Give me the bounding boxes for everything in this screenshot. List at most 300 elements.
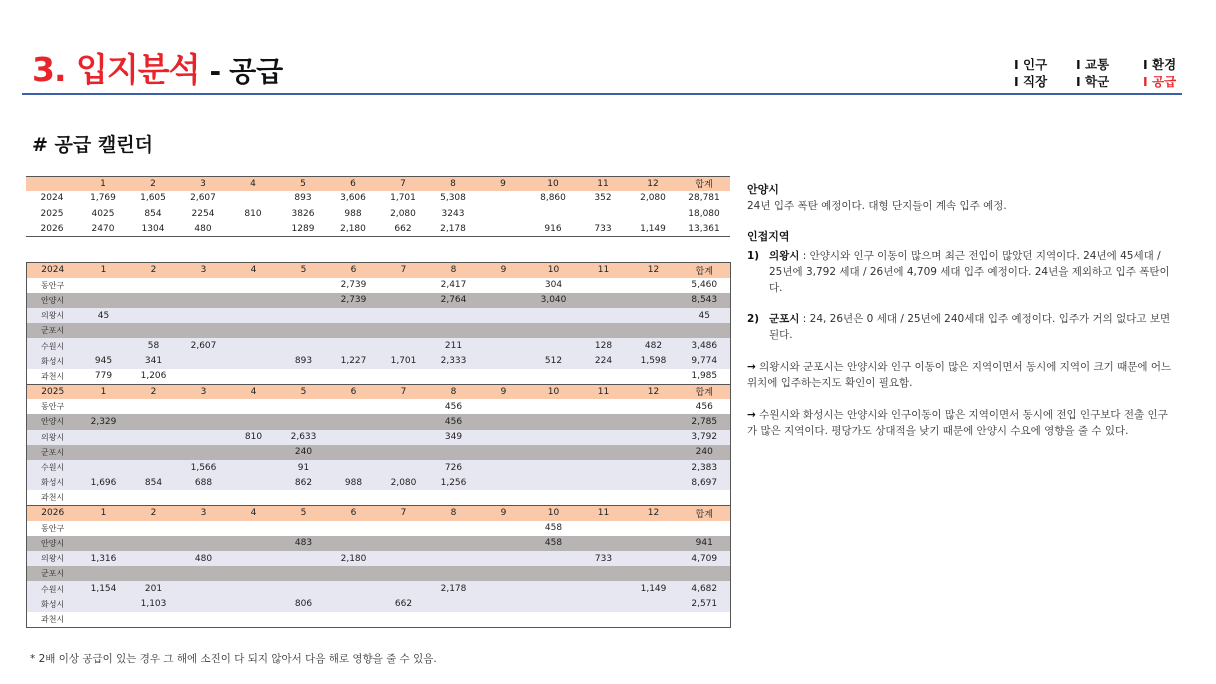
detail-table (26, 262, 731, 628)
table-cell (629, 597, 679, 612)
region-label: 화성시 (27, 354, 79, 369)
table-cell: 1,206 (129, 369, 179, 384)
table-cell (329, 323, 379, 338)
table-cell: 3243 (441, 208, 465, 219)
table-cell (329, 338, 379, 353)
table-row (27, 612, 731, 627)
table-cell: 2,607 (179, 338, 229, 353)
header-cell: 11 (578, 177, 628, 191)
table-cell (379, 399, 429, 414)
table-cell (629, 414, 679, 429)
table-cell (478, 221, 528, 236)
header-cell: 7 (378, 177, 428, 191)
table-cell: 854 (144, 208, 162, 219)
table-cell: 2,633 (279, 430, 329, 445)
table-cell (529, 430, 579, 445)
table-cell: 726 (429, 460, 479, 475)
table-cell: 1,769 (90, 193, 116, 204)
table-cell: 810 (229, 430, 279, 445)
table-cell (629, 490, 679, 505)
footnote: * 2배 이상 공급이 있는 경우 그 해에 소진이 다 되지 않아서 다음 해로 영향을 줄 수 있음. (30, 653, 437, 665)
table-cell: 2,739 (329, 293, 379, 308)
table-cell: 1,316 (79, 551, 129, 566)
table-cell (179, 566, 229, 581)
adjacent-item-uiwang (747, 248, 1173, 296)
table-cell (229, 369, 279, 384)
nav-item-jobs[interactable]: I 직장 (1014, 74, 1048, 89)
table-cell (279, 338, 329, 353)
table-cell (629, 536, 679, 551)
nav-column-1 (1014, 56, 1047, 90)
table-cell (129, 414, 179, 429)
table-row (27, 430, 731, 445)
header-cell: 9 (478, 177, 528, 191)
table-cell: 8,543 (679, 293, 731, 308)
adjacent-title: 인접지역 (747, 230, 790, 243)
table-cell: 201 (129, 581, 179, 596)
anyang-title: 안양시 (747, 183, 779, 196)
nav-item-school[interactable]: I 학군 (1076, 74, 1110, 89)
table-row (27, 414, 731, 429)
header-cell: 5 (279, 263, 329, 278)
table-cell (379, 369, 429, 384)
table-cell (129, 445, 179, 460)
table-cell (429, 536, 479, 551)
table-cell (578, 206, 628, 221)
region-label: 의왕시 (27, 430, 79, 445)
adjacent-block (747, 229, 1173, 439)
header-cell: 4 (229, 506, 279, 521)
table-cell (479, 475, 529, 490)
table-cell: 1,149 (640, 223, 666, 234)
region-label: 수원시 (27, 581, 79, 596)
nav-item-supply[interactable]: I 공급 (1143, 74, 1177, 89)
header-cell: 8 (429, 263, 479, 278)
table-cell (279, 323, 329, 338)
table-row (27, 566, 731, 581)
section-title: # 공급 캘린더 (32, 134, 153, 156)
table-cell (329, 308, 379, 323)
table-cell (579, 597, 629, 612)
table-cell (229, 475, 279, 490)
note-text: 수원시와 화성시는 안양시와 인구이동이 많은 지역이면서 동시에 전입 인구보다 전출 인구가 많은 지역이다. 평당가도 상대적을 낮기 때문에 안양시 수요에 영향을 줄 수 있다. (747, 409, 1168, 437)
table-cell: 1,701 (379, 354, 429, 369)
table-cell (429, 566, 479, 581)
table-cell: 893 (279, 354, 329, 369)
table-cell (579, 460, 629, 475)
table-cell (379, 566, 429, 581)
table-row (27, 581, 731, 596)
table-row (27, 323, 731, 338)
table-cell: 5,460 (679, 278, 731, 293)
header-cell: 4 (229, 263, 279, 278)
table-cell (279, 308, 329, 323)
header-cell: 10 (529, 263, 579, 278)
table-cell (129, 430, 179, 445)
table-cell: 91 (279, 460, 329, 475)
table-cell (79, 490, 129, 505)
table-cell: 2,178 (429, 581, 479, 596)
header-cell: 5 (279, 384, 329, 399)
table-cell: 2,180 (340, 223, 366, 234)
table-cell (579, 278, 629, 293)
table-cell: 45 (679, 308, 731, 323)
table-cell (529, 475, 579, 490)
table-cell (679, 566, 731, 581)
table-cell (329, 445, 379, 460)
table-cell (228, 191, 278, 206)
table-cell: 240 (279, 445, 329, 460)
table-cell (379, 338, 429, 353)
table-cell: 988 (329, 475, 379, 490)
region-label: 안양시 (27, 414, 79, 429)
table-cell (479, 566, 529, 581)
title-sub: 공급 (229, 55, 284, 88)
header-cell: 1 (79, 384, 129, 399)
table-cell (129, 399, 179, 414)
table-cell (179, 414, 229, 429)
table-cell: 349 (429, 430, 479, 445)
summary-table (26, 176, 730, 237)
table-cell (279, 566, 329, 581)
table-cell: 1304 (141, 223, 165, 234)
table-cell (529, 308, 579, 323)
table-cell: 483 (279, 536, 329, 551)
header-cell: 11 (579, 506, 629, 521)
table-row (27, 490, 731, 505)
header-cell: 5 (278, 177, 328, 191)
table-cell (229, 597, 279, 612)
header-cell: 6 (328, 177, 378, 191)
table-cell: 2026 (40, 223, 64, 234)
header-cell: 9 (479, 384, 529, 399)
table-cell: 3,606 (340, 193, 366, 204)
table-cell: 13,361 (688, 223, 720, 234)
table-cell: 2025 (40, 208, 64, 219)
table-cell: 4,709 (679, 551, 731, 566)
table-cell: 1,154 (79, 581, 129, 596)
table-cell: 4,682 (679, 581, 731, 596)
region-label: 동안구 (27, 521, 79, 536)
summary-row (26, 221, 730, 236)
table-cell (129, 551, 179, 566)
table-cell: 854 (129, 475, 179, 490)
header-cell: 9 (479, 506, 529, 521)
table-cell: 916 (544, 223, 562, 234)
table-cell (529, 338, 579, 353)
table-cell (379, 293, 429, 308)
table-cell (179, 445, 229, 460)
table-cell (629, 612, 679, 627)
table-cell (429, 612, 479, 627)
item-number: 2) (747, 313, 760, 325)
table-cell: 2,080 (640, 193, 666, 204)
table-cell: 1,149 (629, 581, 679, 596)
table-row (27, 338, 731, 353)
header-cell: 2 (129, 384, 179, 399)
table-cell (679, 490, 731, 505)
header-cell: 8 (429, 384, 479, 399)
table-cell (429, 323, 479, 338)
table-cell (679, 323, 731, 338)
table-cell (329, 414, 379, 429)
table-cell: 1,566 (179, 460, 229, 475)
nav-item-environment[interactable]: I 환경 (1143, 57, 1177, 72)
table-cell: 2024 (40, 193, 64, 204)
table-cell (329, 612, 379, 627)
anyang-block (747, 182, 1173, 214)
table-cell (329, 399, 379, 414)
table-row (27, 308, 731, 323)
table-cell: 810 (244, 208, 262, 219)
table-cell (79, 612, 129, 627)
table-row (27, 551, 731, 566)
note-1 (747, 359, 1173, 391)
table-cell (129, 566, 179, 581)
table-cell (129, 521, 179, 536)
region-label: 화성시 (27, 475, 79, 490)
table-cell (179, 536, 229, 551)
table-cell (579, 581, 629, 596)
table-cell: 1,605 (140, 193, 166, 204)
table-cell: 1,598 (629, 354, 679, 369)
nav-item-transport[interactable]: I 교통 (1076, 57, 1110, 72)
header-cell: 2 (128, 177, 178, 191)
table-cell: 512 (529, 354, 579, 369)
nav-item-population[interactable]: I 인구 (1014, 57, 1048, 72)
table-cell (529, 612, 579, 627)
table-cell: 4025 (91, 208, 115, 219)
year-header-row (27, 384, 731, 399)
header-divider (22, 93, 1182, 95)
table-cell (129, 536, 179, 551)
table-cell (379, 278, 429, 293)
summary-header-row (26, 177, 730, 191)
table-cell (279, 581, 329, 596)
table-cell (179, 430, 229, 445)
table-cell (429, 308, 479, 323)
header-cell: 7 (379, 506, 429, 521)
table-cell (179, 278, 229, 293)
header-cell: 합계 (679, 384, 731, 399)
table-row (27, 521, 731, 536)
table-cell (179, 597, 229, 612)
table-cell (179, 399, 229, 414)
table-cell: 3,792 (679, 430, 731, 445)
table-row (27, 475, 731, 490)
header-cell: 9 (479, 263, 529, 278)
header-cell: 12 (629, 384, 679, 399)
header-cell: 2026 (27, 506, 79, 521)
header-cell: 3 (178, 177, 228, 191)
table-cell: 2,764 (429, 293, 479, 308)
table-cell: 2,080 (379, 475, 429, 490)
item-text: : 24, 26년은 0 세대 / 25년에 240세대 입주 예정이다. 입주가 거의 없다고 보면 된다. (769, 313, 1171, 341)
table-cell: 2,329 (79, 414, 129, 429)
header-cell: 7 (379, 384, 429, 399)
table-cell: 480 (179, 551, 229, 566)
header-cell: 2 (129, 506, 179, 521)
table-cell (579, 490, 629, 505)
table-row (27, 369, 731, 384)
table-cell (429, 521, 479, 536)
table-cell (579, 612, 629, 627)
table-cell (579, 399, 629, 414)
table-cell: 5,308 (440, 193, 466, 204)
table-cell (479, 551, 529, 566)
header-cell: 2025 (27, 384, 79, 399)
table-cell (229, 521, 279, 536)
table-cell (229, 308, 279, 323)
item-text: : 안양시와 인구 이동이 많으며 최근 전입이 많았던 지역이다. 24년에 45세대 / 25년에 3,792 세대 / 26년에 4,709 세대 입주 예정이다. 24년을 제외하고 입주 폭탄이다. (769, 250, 1170, 294)
table-cell (179, 521, 229, 536)
table-cell (179, 369, 229, 384)
table-cell (379, 445, 429, 460)
table-cell (529, 323, 579, 338)
table-cell: 45 (79, 308, 129, 323)
table-row (27, 460, 731, 475)
table-cell: 211 (429, 338, 479, 353)
table-cell: 1,701 (390, 193, 416, 204)
table-cell (79, 460, 129, 475)
nav-column-2 (1076, 56, 1109, 90)
region-label: 동안구 (27, 278, 79, 293)
table-cell (329, 369, 379, 384)
nav-column-3 (1143, 56, 1176, 90)
table-cell (179, 354, 229, 369)
region-label: 과천시 (27, 490, 79, 505)
year-header-row (27, 506, 731, 521)
table-row (27, 278, 731, 293)
table-cell (629, 430, 679, 445)
table-cell: 458 (529, 521, 579, 536)
item-body (769, 311, 1173, 343)
table-cell (329, 521, 379, 536)
table-cell: 1,985 (679, 369, 731, 384)
table-cell (329, 581, 379, 596)
region-label: 군포시 (27, 323, 79, 338)
table-cell (379, 521, 429, 536)
table-cell (279, 369, 329, 384)
header-cell: 3 (179, 384, 229, 399)
table-cell (79, 536, 129, 551)
table-cell (379, 551, 429, 566)
region-label: 의왕시 (27, 308, 79, 323)
table-cell (229, 414, 279, 429)
note-text: 의왕시와 군포시는 안양시와 인구 이동이 많은 지역이면서 동시에 지역이 크기 때문에 어느 위치에 입주하는지도 확인이 필요함. (747, 361, 1172, 389)
adjacent-item-gunpo (747, 311, 1173, 343)
table-cell: 688 (179, 475, 229, 490)
table-cell (579, 475, 629, 490)
table-cell: 3,040 (529, 293, 579, 308)
table-cell: 1,256 (429, 475, 479, 490)
header-cell: 7 (379, 263, 429, 278)
table-cell (629, 323, 679, 338)
table-cell (279, 293, 329, 308)
table-cell (79, 430, 129, 445)
table-cell: 9,774 (679, 354, 731, 369)
table-cell (529, 490, 579, 505)
note-2 (747, 407, 1173, 439)
page-title (32, 44, 283, 88)
region-label: 군포시 (27, 566, 79, 581)
table-cell (229, 445, 279, 460)
table-cell (79, 338, 129, 353)
table-cell (479, 612, 529, 627)
item-body (769, 248, 1173, 296)
table-cell (579, 430, 629, 445)
table-cell (479, 460, 529, 475)
table-cell: 456 (429, 414, 479, 429)
table-cell (629, 551, 679, 566)
table-cell (379, 323, 429, 338)
table-cell (79, 597, 129, 612)
table-cell (579, 293, 629, 308)
table-cell (579, 445, 629, 460)
table-cell (579, 566, 629, 581)
item-number: 1) (747, 250, 760, 262)
table-cell: 941 (679, 536, 731, 551)
header-cell: 5 (279, 506, 329, 521)
table-cell (478, 206, 528, 221)
header-cell: 4 (228, 177, 278, 191)
table-cell (479, 354, 529, 369)
table-cell (229, 551, 279, 566)
table-cell: 1,696 (79, 475, 129, 490)
table-cell (79, 278, 129, 293)
table-cell: 3826 (291, 208, 315, 219)
table-cell (479, 597, 529, 612)
table-cell (179, 581, 229, 596)
table-cell (329, 536, 379, 551)
table-cell (279, 399, 329, 414)
header-cell: 10 (529, 384, 579, 399)
table-cell (579, 414, 629, 429)
table-cell: 662 (379, 597, 429, 612)
arrow-icon: → (747, 361, 756, 373)
table-cell (679, 612, 731, 627)
header-cell: 12 (629, 263, 679, 278)
table-cell (579, 521, 629, 536)
item-name: 군포시 (769, 313, 800, 325)
header-cell: 6 (329, 384, 379, 399)
table-cell (529, 399, 579, 414)
table-cell (579, 323, 629, 338)
table-cell: 662 (394, 223, 412, 234)
region-label: 의왕시 (27, 551, 79, 566)
table-cell (79, 521, 129, 536)
table-cell (329, 566, 379, 581)
table-cell: 128 (579, 338, 629, 353)
table-cell (479, 445, 529, 460)
header-cell: 12 (629, 506, 679, 521)
table-cell (329, 460, 379, 475)
header-cell: 6 (329, 263, 379, 278)
table-cell (379, 430, 429, 445)
table-cell (229, 323, 279, 338)
table-cell (229, 612, 279, 627)
table-cell (229, 490, 279, 505)
table-cell: 456 (429, 399, 479, 414)
table-cell (629, 445, 679, 460)
header-cell: 4 (229, 384, 279, 399)
table-cell (129, 278, 179, 293)
table-cell: 2,178 (440, 223, 466, 234)
table-cell: 480 (194, 223, 212, 234)
table-cell: 2254 (191, 208, 215, 219)
table-cell: 8,697 (679, 475, 731, 490)
table-cell (479, 278, 529, 293)
